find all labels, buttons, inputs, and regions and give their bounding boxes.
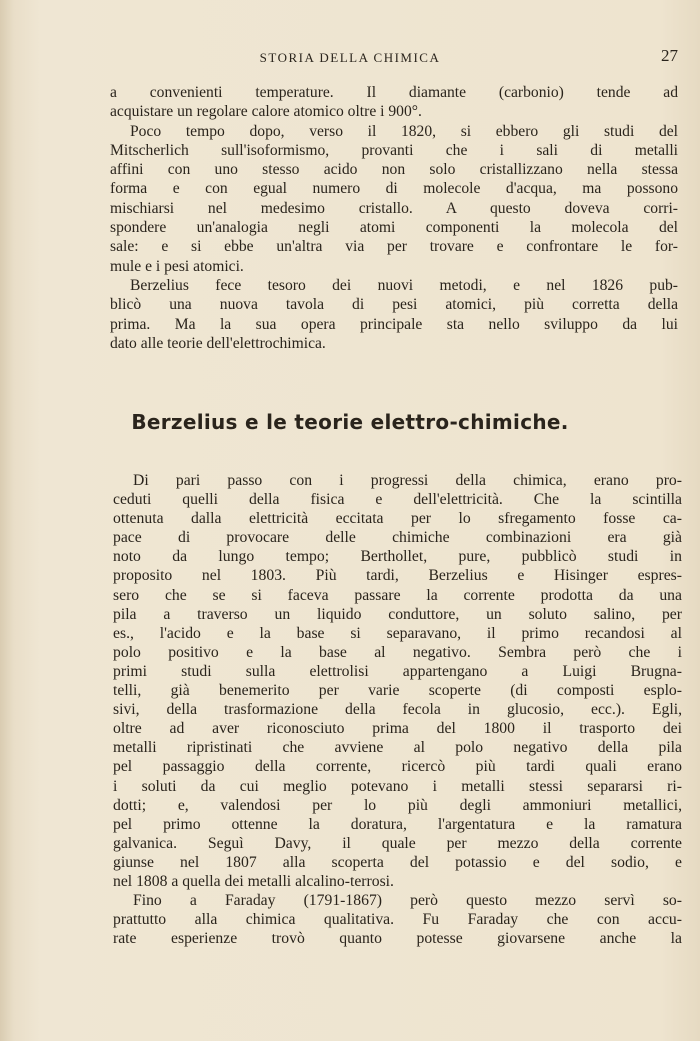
text-line: rate esperienze trovò quanto potesse giovarsene anche la — [113, 930, 682, 948]
text-line: pel passaggio della corrente, ricercò più tardi quali erano — [113, 758, 682, 776]
text-line: Fino a Faraday (1791-1867) però questo mezzo servì so- — [133, 892, 682, 910]
text-line: dato alle teorie dell'elettrochimica. — [110, 334, 326, 352]
text-line: i soluti da cui meglio potevano i metalli stessi separarsi ri- — [113, 777, 682, 795]
text-line: sero che se si faceva passare la corrente prodotta da una — [113, 586, 682, 604]
text-line: Poco tempo dopo, verso il 1820, si ebbero gli studi del — [130, 122, 678, 140]
text-line: mule e i pesi atomici. — [110, 257, 244, 275]
text-line: giunse nel 1807 alla scoperta del potassio e del sodio, e — [113, 853, 682, 871]
text-line: dotti; e, valendosi per lo più degli ammoniuri metallici, — [113, 796, 682, 814]
text-line: affini con uno stesso acido non solo cristallizzano nella stessa — [110, 161, 678, 179]
text-line: telli, già benemerito per varie scoperte (di composti esplo- — [113, 682, 682, 700]
page-header — [0, 46, 700, 68]
text-line: blicò una nuova tavola di pesi atomici, più corretta della — [110, 296, 678, 314]
text-line: a convenienti temperature. Il diamante (carbonio) tende ad — [110, 84, 678, 101]
text-line: Berzelius fece tesoro dei nuovi metodi, e nel 1826 pub- — [130, 276, 678, 294]
text-line: metalli ripristinati che avviene al polo negativo della pila — [113, 739, 682, 757]
text-line: pila a traverso un liquido conduttore, un soluto salino, per — [113, 605, 682, 623]
page-number: 27 — [661, 46, 678, 65]
text-line: sivi, della trasformazione della fecola in glucosio, ecc.). Egli, — [113, 701, 682, 719]
text-line: Di pari passo con i progressi della chimica, erano pro- — [133, 472, 682, 489]
bottom-paragraphs — [113, 471, 682, 948]
text-line: nel 1808 a quella dei metalli alcalino-terrosi. — [113, 872, 394, 890]
text-line: ceduti quelli della fisica e dell'elettricità. Che la scintilla — [113, 491, 682, 509]
section-heading: Berzelius e le teorie elettro-chimiche. — [131, 410, 569, 434]
text-line: es., l'acido e la base si separavano, il primo recandosi al — [113, 624, 682, 642]
text-line: Mitscherlich sull'isoformismo, provanti che i sali di metalli — [110, 141, 678, 159]
text-line: prima. Ma la sua opera principale sta nello sviluppo da lui — [110, 315, 678, 333]
text-line: ottenuta dalla elettricità eccitata per lo sfregamento fosse ca- — [113, 510, 682, 528]
text-line: proposito nel 1803. Più tardi, Berzelius e Hisinger espres- — [113, 567, 682, 585]
text-line: sale: e si ebbe un'altra via per trovare e confrontare le for- — [110, 238, 678, 256]
text-line: pel primo ottenne la doratura, l'argentatura e la ramatura — [113, 815, 682, 833]
top-paragraphs — [110, 83, 678, 353]
text-line: polo positivo e la base al negativo. Sembra però che i — [113, 643, 682, 661]
text-line: oltre ad aver riconosciuto prima del 1800 il trasporto dei — [113, 720, 682, 738]
text-line: galvanica. Seguì Davy, il quale per mezzo della corrente — [113, 834, 682, 852]
text-line: mischiarsi nel medesimo cristallo. A questo doveva corri- — [110, 199, 678, 217]
text-line: noto da lungo tempo; Berthollet, pure, pubblicò studi in — [113, 548, 682, 566]
text-line: forma e con egual numero di molecole d'acqua, ma possono — [110, 180, 678, 198]
text-line: acquistare un regolare calore atomico oltre i 900°. — [110, 103, 422, 121]
running-title: STORIA DELLA CHIMICA — [259, 50, 441, 65]
text-line: primi studi sulla elettrolisi appartengano a Luigi Brugna- — [113, 662, 682, 680]
text-line: prattutto alla chimica qualitativa. Fu Faraday che con accu- — [113, 911, 682, 929]
text-line: spondere un'analogia negli atomi componenti la molecola del — [110, 219, 678, 237]
text-line: pace di provocare delle chimiche combinazioni era già — [113, 529, 682, 547]
